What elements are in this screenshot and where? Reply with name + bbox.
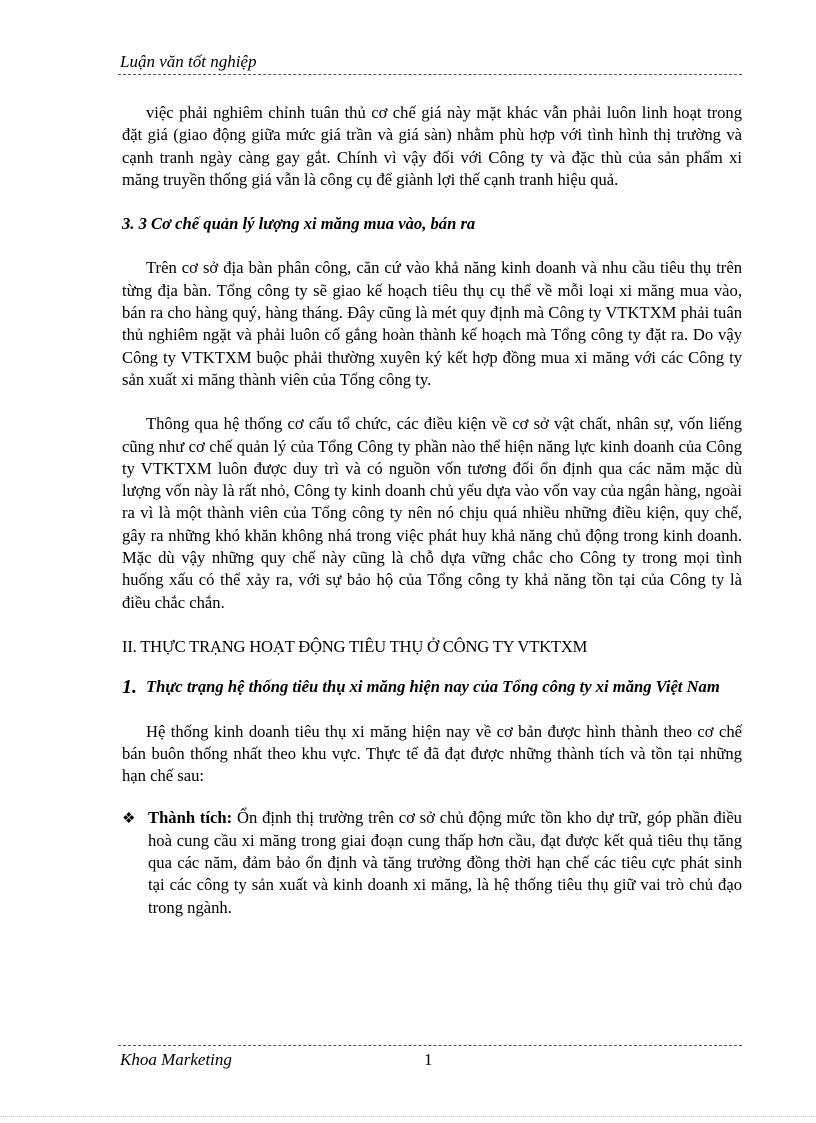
heading-text: Thực trạng hệ thống tiêu thụ xi măng hiện nay của Tổng công ty xi măng Việt Nam [146,677,720,697]
paragraph-system: Hệ thống kinh doanh tiêu thụ xi măng hiện nay về cơ bản được hình thành theo cơ chế bán buôn thống nhất theo khu vực. Thực tế đã đạt được những thành tích và tồn tại những hạn chế sau: [122,721,742,786]
bullet-text: Ổn định thị trường trên cơ sở chủ động mức tồn kho dự trữ, góp phần điều hoà cung cầu xi măng trong giai đoạn cung thấp hơn cầu, đạt được kết quả tiêu thụ tăng qua các năm, đảm bảo ổn định và tăng trưởng đồng thời hạn chế các tiêu cực phát sinh tại các công ty sản xuất và kinh doanh xi măng, là hệ thống tiêu thụ giữ vai trò chủ đạo trong ngành. [148,808,742,917]
bullet-label: Thành tích: [148,808,233,828]
page-header-title: Luận văn tốt nghiệp [120,52,257,71]
bullet-achievements [122,807,742,918]
paragraph-management: Trên cơ sở địa bàn phân công, căn cứ vào khả năng kinh doanh và nhu cầu tiêu thụ trên từng địa bàn. Tổng công ty sẽ giao kế hoạch tiêu thụ cụ thể về mỗi loại xi măng mua vào, bán ra cho hàng quý, hàng tháng. Đây cũng là mét quy định mà Công ty VTKTXM phải tuân thủ nghiêm ngặt và phải luôn cố gắng hoàn thành kế hoạch mà Tổng công ty đặt ra. Do vậy Công ty VTKTXM buộc phải thường xuyên ký kết hợp đồng mua xi măng với các Công ty sản xuất xi măng thành viên của Tổng công ty. [122,258,742,389]
heading-number: 1. [122,676,137,699]
section-heading-1 [122,676,742,698]
paragraph-organization: Thông qua hệ thống cơ cấu tổ chức, các điều kiện về cơ sở vật chất, nhân sự, vốn liếng cũng như cơ chế quản lý của Tổng Công ty phần nào thể hiện năng lực kinh doanh của Công ty VTKTXM luôn được duy trì và có nguồn vốn tương đối ổn định qua các năm mặc dù lượng vốn này là rất nhỏ, Công ty kinh doanh chủ yếu dựa vào vốn vay của ngân hàng, ngoài ra vì là một thành viên của Tổng công ty nên nó chịu quá nhiều những điều kiện, quy chế, gây ra những khó khăn không nhá trong việc phát huy khả năng chủ động trong kinh doanh. Mặc dù vậy những quy chế này cũng là chỗ dựa vững chắc cho Công ty trong mọi tình huống xấu có thể xảy ra, với sự bảo hộ của Tổng công ty khả năng tồn tại của Công ty là điều chắc chắn. [122,414,742,612]
footer-divider [118,1045,742,1046]
page-number: 1 [424,1050,433,1069]
footer-department: Khoa Marketing [120,1050,232,1069]
header-divider [118,74,742,75]
page-body [122,102,742,919]
section-heading-3-3: 3. 3 Cơ chế quản lý lượng xi măng mua vào, bán ra [122,214,476,234]
paragraph-pricing: việc phải nghiêm chỉnh tuân thủ cơ chế giá này mặt khác vẫn phải luôn linh hoạt trong đặt giá (giao động giữa mức giá trần và giá sàn) nhằm phù hợp với tình hình thị trường và cạnh tranh ngày càng gay gắt. Chính vì vậy đối với Công ty và đặc thù của sản phẩm xi măng truyền thống giá vẫn là công cụ để giành lợi thế cạnh tranh hiệu quả. [122,103,742,189]
diamond-bullet-icon: ❖ [122,811,136,828]
page-bottom-edge [0,1116,816,1117]
section-heading-II: II. THỰC TRẠNG HOẠT ĐỘNG TIÊU THỤ Ở CÔNG TY VTKTXM [122,636,588,656]
bullet-content [148,807,742,918]
